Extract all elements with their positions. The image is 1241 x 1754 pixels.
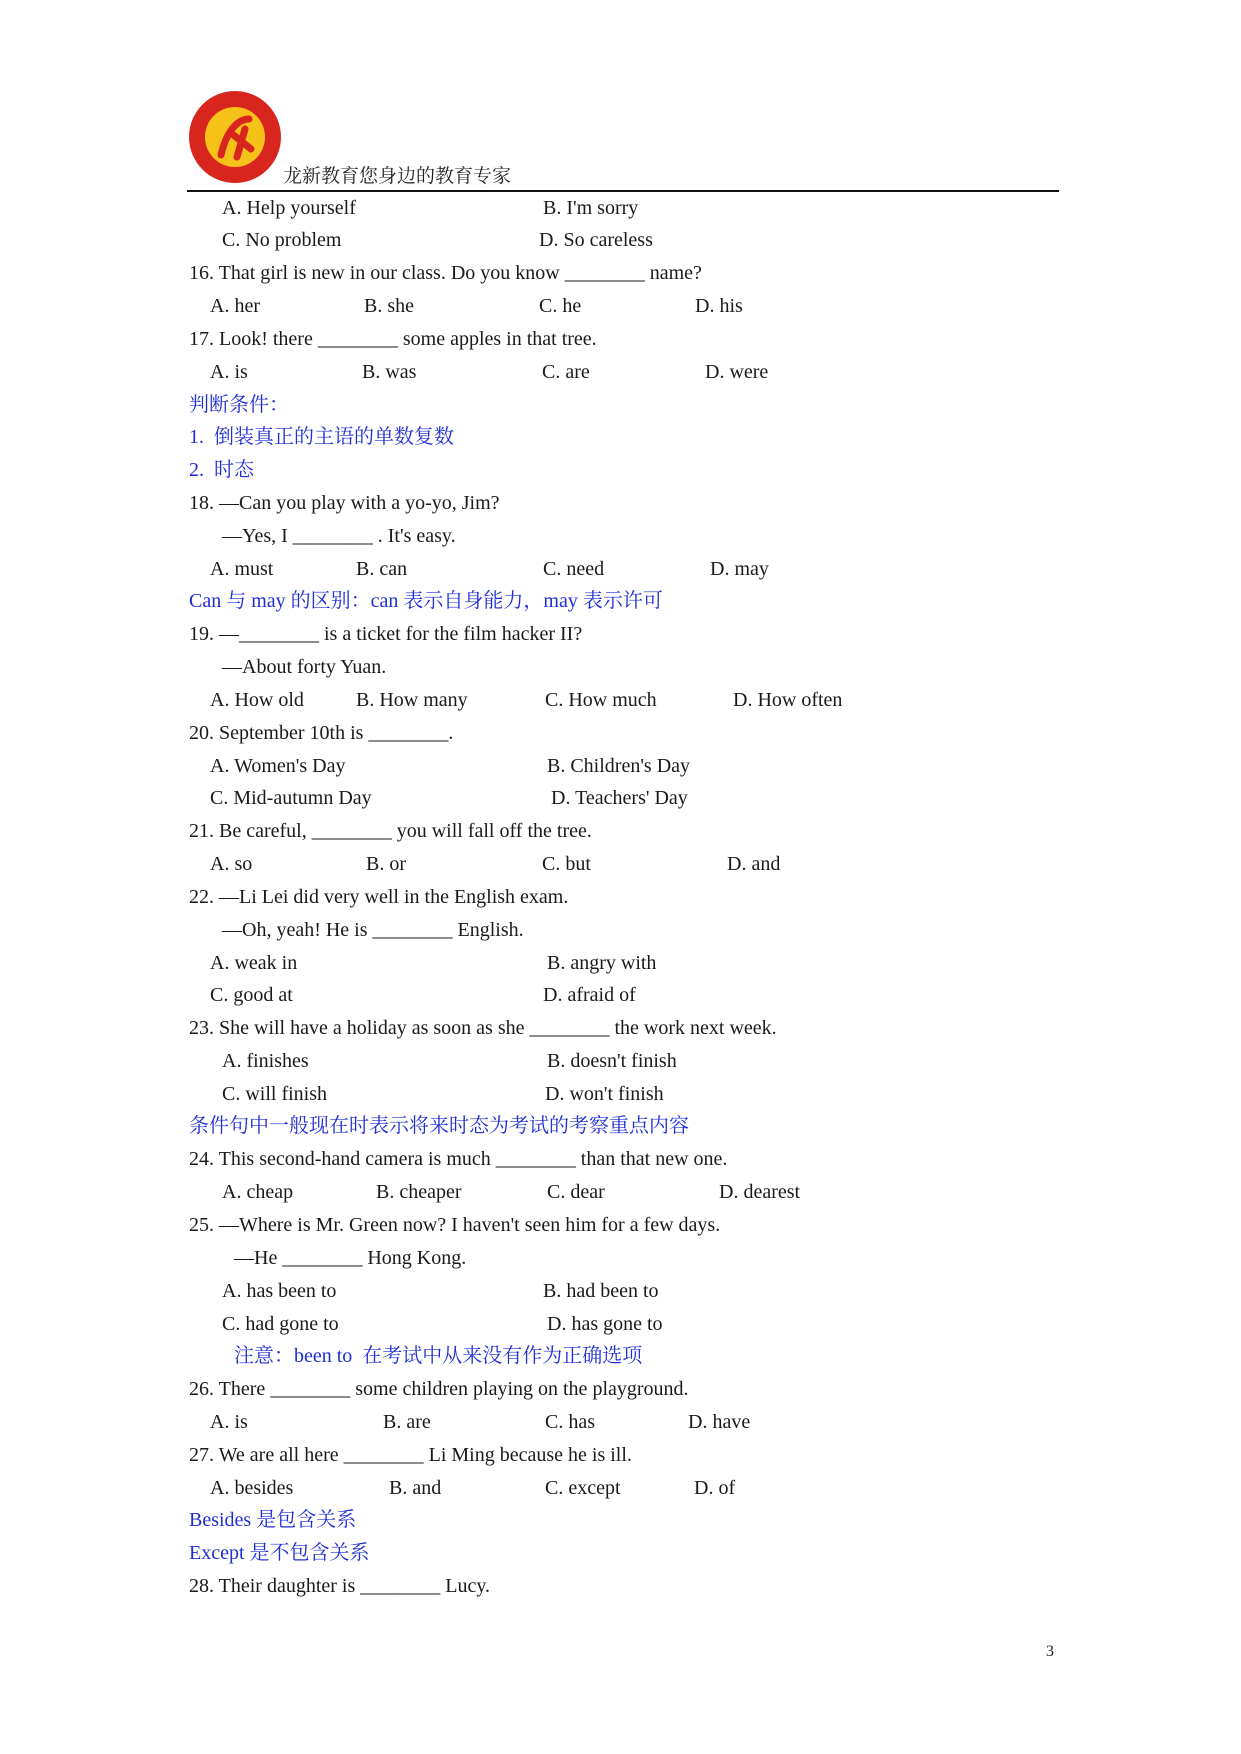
option-b: B. was bbox=[362, 361, 417, 383]
note: 1. 倒装真正的主语的单数复数 bbox=[189, 426, 454, 448]
question-19: 19. —________ is a ticket for the film hacker II? bbox=[189, 623, 583, 645]
option-c: C. has bbox=[545, 1411, 595, 1433]
option-d: D. has gone to bbox=[547, 1313, 663, 1335]
option-c: C. he bbox=[539, 295, 582, 317]
option-a: A. is bbox=[210, 361, 248, 383]
option-b: B. she bbox=[364, 295, 414, 317]
option-b: B. or bbox=[366, 853, 406, 875]
option-b: B. How many bbox=[356, 689, 468, 711]
option-b: B. and bbox=[389, 1477, 442, 1499]
option-a: A. How old bbox=[210, 689, 304, 711]
option-d: D. So careless bbox=[539, 229, 653, 251]
option-d: D. have bbox=[688, 1411, 751, 1433]
question-24: 24. This second-hand camera is much ________ than that new one. bbox=[189, 1148, 728, 1170]
option-a: A. her bbox=[210, 295, 260, 317]
note: 2. 时态 bbox=[189, 459, 254, 481]
question-26: 26. There ________ some children playing on the playground. bbox=[189, 1378, 689, 1400]
option-a: A. so bbox=[210, 853, 253, 875]
option-c: C. Mid-autumn Day bbox=[210, 787, 372, 809]
option-d: D. won't finish bbox=[545, 1083, 664, 1105]
option-b: B. had been to bbox=[543, 1280, 659, 1302]
header-rule bbox=[187, 190, 1059, 192]
option-b: B. Children's Day bbox=[547, 755, 691, 777]
option-b: B. are bbox=[383, 1411, 431, 1433]
question-21: 21. Be careful, ________ you will fall off the tree. bbox=[189, 820, 592, 842]
option-b: B. angry with bbox=[547, 952, 657, 974]
option-d: D. of bbox=[694, 1477, 736, 1499]
question-22: 22. —Li Lei did very well in the English exam. bbox=[189, 886, 569, 908]
option-d: D. and bbox=[727, 853, 781, 875]
question-18: 18. —Can you play with a yo-yo, Jim? bbox=[189, 492, 500, 514]
option-c: C. How much bbox=[545, 689, 657, 711]
option-c: C. had gone to bbox=[222, 1313, 339, 1335]
option-d: D. dearest bbox=[719, 1181, 801, 1203]
option-c: C. good at bbox=[210, 984, 293, 1006]
option-c: C. but bbox=[542, 853, 591, 875]
option-b: B. doesn't finish bbox=[547, 1050, 677, 1072]
option-a: A. weak in bbox=[210, 952, 298, 974]
option-a: A. Help yourself bbox=[222, 197, 356, 219]
question-20: 20. September 10th is ________. bbox=[189, 722, 454, 744]
option-b: B. can bbox=[356, 558, 408, 580]
question-27: 27. We are all here ________ Li Ming because he is ill. bbox=[189, 1444, 632, 1466]
question-16: 16. That girl is new in our class. Do you know ________ name? bbox=[189, 262, 702, 284]
note: Can 与 may 的区别：can 表示自身能力，may 表示许可 bbox=[189, 590, 663, 612]
question-reply: —About forty Yuan. bbox=[222, 656, 387, 678]
note: Except 是不包含关系 bbox=[189, 1542, 370, 1564]
question-23: 23. She will have a holiday as soon as she ________ the work next week. bbox=[189, 1017, 777, 1039]
note: Besides 是包含关系 bbox=[189, 1509, 357, 1531]
note: 判断条件： bbox=[189, 394, 289, 416]
option-a: A. cheap bbox=[222, 1181, 294, 1203]
option-a: A. must bbox=[210, 558, 274, 580]
option-a: A. besides bbox=[210, 1477, 294, 1499]
question-reply: —Yes, I ________ . It's easy. bbox=[222, 525, 456, 547]
option-b: B. cheaper bbox=[376, 1181, 462, 1203]
option-c: C. except bbox=[545, 1477, 621, 1499]
option-c: C. will finish bbox=[222, 1083, 328, 1105]
question-28: 28. Their daughter is ________ Lucy. bbox=[189, 1575, 491, 1597]
option-d: D. Teachers' Day bbox=[551, 787, 688, 809]
option-d: D. were bbox=[705, 361, 769, 383]
option-b: B. I'm sorry bbox=[543, 197, 639, 219]
option-d: D. afraid of bbox=[543, 984, 636, 1006]
question-reply: —Oh, yeah! He is ________ English. bbox=[222, 919, 524, 941]
option-c: C. No problem bbox=[222, 229, 342, 251]
option-d: D. his bbox=[695, 295, 743, 317]
option-a: A. has been to bbox=[222, 1280, 337, 1302]
option-d: D. may bbox=[710, 558, 769, 580]
header-tagline: 龙新教育您身边的教育专家 bbox=[283, 166, 512, 187]
option-a: A. Women's Day bbox=[210, 755, 346, 777]
note: 注意：been to 在考试中从来没有作为正确选项 bbox=[234, 1345, 643, 1367]
question-reply: —He ________ Hong Kong. bbox=[234, 1247, 467, 1269]
option-c: C. are bbox=[542, 361, 590, 383]
option-a: A. finishes bbox=[222, 1050, 309, 1072]
note: 条件句中一般现在时表示将来时态为考试的考察重点内容 bbox=[189, 1115, 689, 1137]
page-number: 3 bbox=[1046, 1643, 1054, 1660]
question-25: 25. —Where is Mr. Green now? I haven't seen him for a few days. bbox=[189, 1214, 721, 1236]
question-17: 17. Look! there ________ some apples in that tree. bbox=[189, 328, 597, 350]
option-c: C. need bbox=[543, 558, 605, 580]
school-logo bbox=[187, 89, 283, 185]
option-a: A. is bbox=[210, 1411, 248, 1433]
option-c: C. dear bbox=[547, 1181, 605, 1203]
option-d: D. How often bbox=[733, 689, 843, 711]
